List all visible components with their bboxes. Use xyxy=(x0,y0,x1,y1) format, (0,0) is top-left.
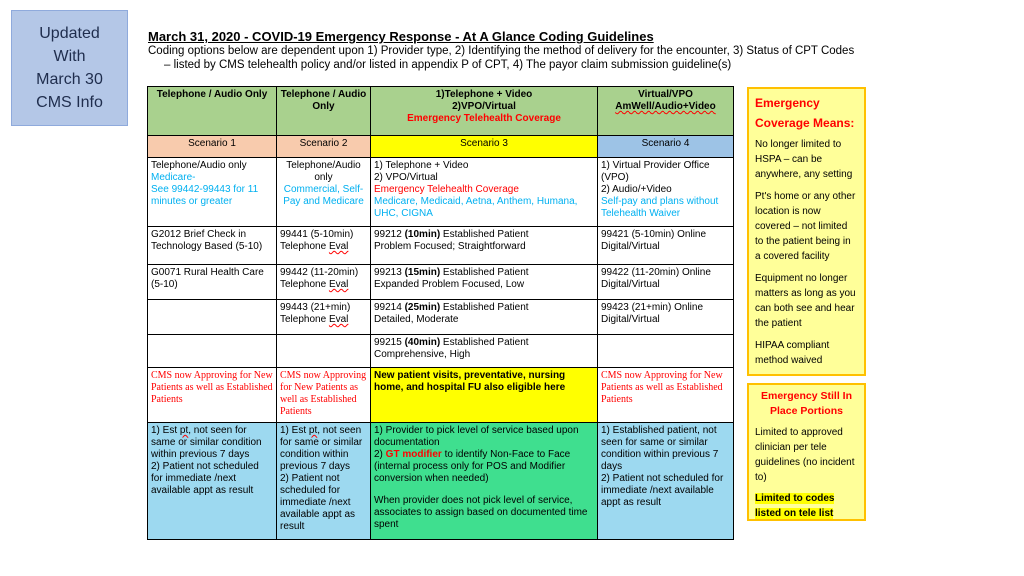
table-cell: G0071 Rural Health Care (5-10) xyxy=(148,265,277,300)
table-cell xyxy=(371,423,598,540)
scenario-row xyxy=(148,136,734,158)
table-cell: 99422 (11-20min) Online Digital/Virtual xyxy=(598,265,734,300)
table-cell xyxy=(371,335,598,368)
cell-text: (15min) xyxy=(404,267,441,278)
cell-text: Telephone/Audio only xyxy=(286,160,361,183)
header-row xyxy=(148,87,734,136)
subtitle-line: Coding options below are dependent upon 1) Provider type, 2) Identifying the method of delivery for the encounter, 3) Status of CPT Codes xyxy=(148,45,855,57)
cell-text xyxy=(280,279,367,291)
table-cell xyxy=(371,158,598,227)
box-text: HIPAA compliant method waived xyxy=(755,340,830,366)
cell-text: 2) Patient not scheduled for immediate /next available appt as result xyxy=(280,473,356,532)
cell-text: Detailed, Moderate xyxy=(374,314,459,325)
cell-text: pt xyxy=(179,425,189,436)
cell-text: pt xyxy=(308,425,318,436)
table-row xyxy=(148,158,734,227)
cell-text: Comprehensive, High xyxy=(374,349,471,360)
cell-text: Established Patient xyxy=(440,267,529,278)
cell-text: 99214 xyxy=(374,302,405,313)
badge-line: March 30 xyxy=(36,71,103,88)
table-cell xyxy=(598,335,734,368)
cell-text: Commercial, Self-Pay and Medicare xyxy=(283,184,364,207)
box-heading: Emergency Coverage Means: xyxy=(755,96,855,130)
cell-text: Eval xyxy=(328,314,349,325)
scenario-cell: Scenario 1 xyxy=(148,136,277,158)
cell-text: Problem Focused; Straightforward xyxy=(374,241,526,252)
table-row xyxy=(148,335,734,368)
cell-text: 1) Virtual Provider Office (VPO) xyxy=(601,160,710,183)
updated-badge xyxy=(11,10,128,126)
cell-text: 99213 xyxy=(374,267,405,278)
badge-line: Updated xyxy=(39,25,100,42)
cell-text: (25min) xyxy=(404,302,441,313)
scenario-cell: Scenario 2 xyxy=(277,136,371,158)
table-cell xyxy=(148,158,277,227)
cell-text: Established Patient xyxy=(440,229,529,240)
cell-text: 99443 (21+min) xyxy=(280,302,351,313)
box-text: Equipment no longer matters as long as you can both see and hear the patient xyxy=(755,273,856,329)
cell-text: Self-pay and plans without Telehealth Waiver xyxy=(601,196,719,219)
cell-text xyxy=(374,337,594,349)
emergency-still-box xyxy=(747,383,866,521)
cell-text: GT modifier xyxy=(385,449,442,460)
cell-text: Medicare, Medicaid, Aetna, Anthem, Humana, UHC, CIGNA xyxy=(374,196,578,219)
cell-text: 1) Provider to pick level of service based upon documentation xyxy=(374,425,579,448)
scenario-cell: Scenario 4 xyxy=(598,136,734,158)
table-cell: CMS now Approving for New Patients as well as Established Patients xyxy=(148,368,277,423)
cell-text xyxy=(374,229,594,241)
table-row xyxy=(148,265,734,300)
cell-text: 2) Patient not scheduled for immediate /next available appt as result xyxy=(151,461,259,496)
table-cell: New patient visits, preventative, nursing home, and hospital FU also eligible here xyxy=(371,368,598,423)
cell-text: Established Patient xyxy=(440,302,529,313)
cell-text: , not seen for same or similar condition within previous 7 days xyxy=(280,425,363,472)
cell-text: Telephone xyxy=(280,279,329,290)
header-text: 2)VPO/Virtual xyxy=(452,101,516,112)
table-cell xyxy=(148,423,277,540)
emergency-coverage-box xyxy=(747,87,866,376)
table-cell xyxy=(371,265,598,300)
cell-text xyxy=(280,314,367,326)
cell-text: Telephone xyxy=(280,314,329,325)
cell-text: See 99442-99443 for 11 minutes or greater xyxy=(151,184,259,207)
table-cell xyxy=(148,335,277,368)
cell-text: 2) Patient not scheduled for immediate /next available appt as result xyxy=(601,473,724,508)
header-cell xyxy=(371,87,598,136)
cell-text xyxy=(280,425,367,473)
cell-text: (40min) xyxy=(404,337,441,348)
cell-text: 2) Audio/+Video xyxy=(601,184,672,195)
box-text: Limited to approved clinician per tele guidelines (no incident to) xyxy=(755,427,855,483)
header-text: 1)Telephone + Video xyxy=(435,89,533,100)
badge-line: With xyxy=(53,48,86,65)
cell-text xyxy=(151,425,273,461)
table-cell xyxy=(277,423,371,540)
cell-text: Medicare- xyxy=(151,172,196,183)
cell-text: 99442 (11-20min) xyxy=(280,267,359,278)
cell-text: When provider does not pick level of service, associates to assign based on documented time spent xyxy=(374,495,588,530)
table-row xyxy=(148,368,734,423)
table-cell xyxy=(277,158,371,227)
table-cell xyxy=(277,335,371,368)
table-cell xyxy=(277,227,371,265)
cell-text: 1) Est xyxy=(280,425,309,436)
table-cell xyxy=(598,423,734,540)
box-text: No longer limited to HSPA – can be anywhere, any setting xyxy=(755,139,853,180)
cell-text: Eval xyxy=(328,279,349,290)
header-text: Emergency Telehealth Coverage xyxy=(407,113,561,124)
cell-text: 1) Telephone + Video xyxy=(374,160,469,171)
cell-text xyxy=(374,267,594,279)
box-text: Pt's home or any other location is now covered – not limited to the patient being in a covered facility xyxy=(755,191,856,262)
header-cell: Telephone / Audio Only xyxy=(277,87,371,136)
table-cell xyxy=(598,158,734,227)
cell-text: Emergency Telehealth Coverage xyxy=(374,184,519,195)
table-cell xyxy=(277,300,371,335)
table-cell: CMS now Approving for New Patients as well as Established Patients xyxy=(277,368,371,423)
table-cell xyxy=(277,265,371,300)
box-heading: Emergency Still In Place Portions xyxy=(760,390,853,417)
cell-text: 1) Est xyxy=(151,425,180,436)
table-cell xyxy=(371,227,598,265)
cell-text: Telephone xyxy=(280,241,329,252)
header-text: AmWell/Audio+Video xyxy=(615,101,716,112)
cell-text xyxy=(280,241,367,253)
badge-line: CMS Info xyxy=(36,94,103,111)
cell-text: 99212 xyxy=(374,229,405,240)
cell-text: 1) Established patient, not seen for same or similar condition within previous 7 days xyxy=(601,425,719,472)
table-cell xyxy=(148,300,277,335)
header-cell xyxy=(598,87,734,136)
cell-text: to identify Non-Face to Face (internal process only for POS and Modifier conversion when needed) xyxy=(374,449,571,484)
table-row xyxy=(148,300,734,335)
header-cell: Telephone / Audio Only xyxy=(148,87,277,136)
subtitle-line: – listed by CMS telehealth policy and/or listed in appendix P of CPT, 4) The payor claim submission guideline(s) xyxy=(164,59,732,71)
header-text: Virtual/VPO xyxy=(638,89,693,100)
coding-table xyxy=(147,86,734,540)
cell-text xyxy=(374,302,594,314)
box-text: Limited to codes listed on tele list xyxy=(755,493,835,519)
cell-text: 2) xyxy=(374,449,386,460)
cell-text: (10min) xyxy=(404,229,441,240)
table-row xyxy=(148,227,734,265)
table-cell: CMS now Approving for New Patients as well as Established Patients xyxy=(598,368,734,423)
table-cell xyxy=(371,300,598,335)
spacer xyxy=(374,485,594,495)
table-cell: 99423 (21+min) Online Digital/Virtual xyxy=(598,300,734,335)
table-cell: 99421 (5-10min) Online Digital/Virtual xyxy=(598,227,734,265)
table-cell: G2012 Brief Check in Technology Based (5-10) xyxy=(148,227,277,265)
cell-text: Eval xyxy=(328,241,349,252)
table-row xyxy=(148,423,734,540)
page-title: March 31, 2020 - COVID-19 Emergency Response - At A Glance Coding Guidelines xyxy=(148,29,654,44)
cell-text: Telephone/Audio only xyxy=(151,160,247,171)
cell-text: 2) VPO/Virtual xyxy=(374,172,438,183)
scenario-cell: Scenario 3 xyxy=(371,136,598,158)
cell-text: Expanded Problem Focused, Low xyxy=(374,279,525,290)
cell-text: 99215 xyxy=(374,337,405,348)
cell-text: Established Patient xyxy=(440,337,529,348)
cell-text: 99441 (5-10min) xyxy=(280,229,354,240)
cell-text: , not seen for same or similar condition within previous 7 days xyxy=(151,425,262,460)
cell-text xyxy=(374,449,594,485)
box-text xyxy=(755,491,858,521)
